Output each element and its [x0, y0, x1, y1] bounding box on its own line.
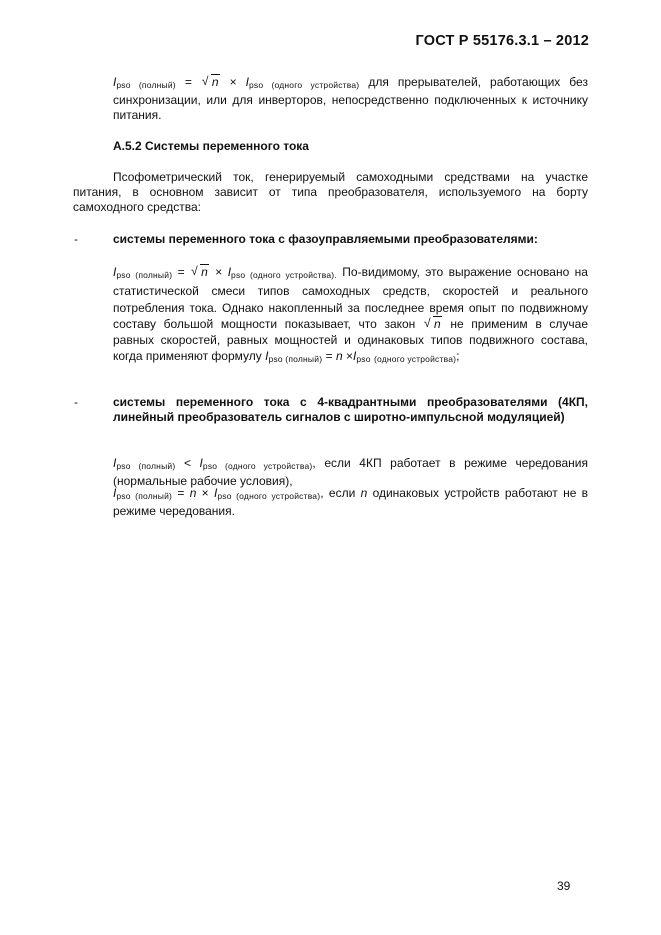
current-symbol: I — [113, 456, 117, 470]
document-header: ГОСТ Р 55176.3.1 – 2012 — [415, 33, 589, 49]
subscript-full: pso (полный) — [268, 354, 323, 365]
current-symbol: I — [199, 456, 203, 470]
subscript-device: pso (одного устройства). — [231, 270, 337, 280]
times-sign: × — [345, 349, 353, 364]
intro-paragraph — [113, 75, 588, 123]
list-item-title: системы переменного тока с 4-квадрантными преобразователями (4КП, линейный преобразователь сигналов с широтно-импульсной модуляцией) — [113, 395, 588, 424]
sqrt-n: √ n — [424, 316, 442, 332]
section-heading: А.5.2 Системы переменного тока — [113, 139, 309, 153]
subscript-full: pso (полный) — [116, 80, 176, 90]
page-number: 39 — [557, 879, 571, 893]
body-text: По-видимому, это выражение основано на статистической смеси типов самоходных средств, скоростей и реального потребления тока. Однако накопленный за последнее время опыт по подвижному составу большой мощности показывает, что закон — [113, 265, 588, 331]
times-sign: × — [215, 265, 223, 279]
body-text: одинаковых устройств работают не в режиме чередования. — [113, 486, 589, 518]
subscript-device: pso (одного устройства) — [217, 491, 321, 501]
equals-sign: = — [325, 349, 333, 364]
current-symbol: I — [113, 486, 117, 500]
current-symbol: I — [352, 349, 357, 364]
list-item-body — [113, 456, 588, 489]
body-text: , если 4КП работает в режиме чередования (нормальные рабочие условия), — [113, 456, 588, 488]
variable-n: n — [189, 486, 197, 500]
intro-text: для прерывателей, работающих без синхронизации, или для инверторов, непосредственно подключенных к источнику питания. — [113, 75, 588, 122]
sqrt-n: √ n — [191, 264, 209, 280]
current-symbol: I — [265, 349, 269, 364]
list-item-body — [113, 264, 588, 368]
equals-sign: = — [184, 75, 192, 89]
times-sign: × — [229, 75, 237, 89]
body-text: , если — [320, 486, 356, 500]
body-text: не применим в случае равных скоростей, равных мощностей и одинаковых типов подвижного состава, когда применяют формулу — [113, 316, 588, 364]
sqrt-n: √ n — [202, 75, 220, 90]
list-item-body — [113, 486, 588, 519]
variable-n: n — [360, 486, 368, 500]
subscript-device: (одного устройства) — [373, 354, 457, 365]
equals-sign: = — [177, 486, 185, 500]
current-symbol: I — [113, 75, 117, 89]
variable-n: n — [335, 349, 343, 364]
semicolon: ; — [456, 349, 460, 364]
list-dash: - — [74, 395, 78, 409]
current-symbol: I — [113, 265, 117, 279]
subscript-pso-short: pso — [356, 354, 371, 365]
times-sign: × — [201, 486, 209, 500]
subscript-device: pso (одного устройства) — [202, 461, 313, 471]
subscript-full: pso (полный) — [116, 270, 173, 280]
subscript-full: pso (полный) — [116, 461, 176, 471]
current-symbol: I — [245, 75, 249, 89]
current-symbol: I — [227, 265, 232, 279]
current-symbol: I — [213, 486, 218, 500]
subscript-full: pso (полный) — [116, 491, 173, 501]
subscript-device: pso (одного устройства) — [248, 80, 360, 90]
list-item-title: системы переменного тока с фазоуправляемыми преобразователями: — [113, 232, 538, 246]
list-dash: - — [74, 232, 78, 246]
equals-sign: = — [177, 265, 185, 279]
section-paragraph: Псофометрический ток, генерируемый самоходными средствами на участке питания, в основном зависит от типа преобразователя, используемого на борту самоходного средства: — [73, 170, 588, 214]
less-than-sign: < — [183, 456, 191, 470]
